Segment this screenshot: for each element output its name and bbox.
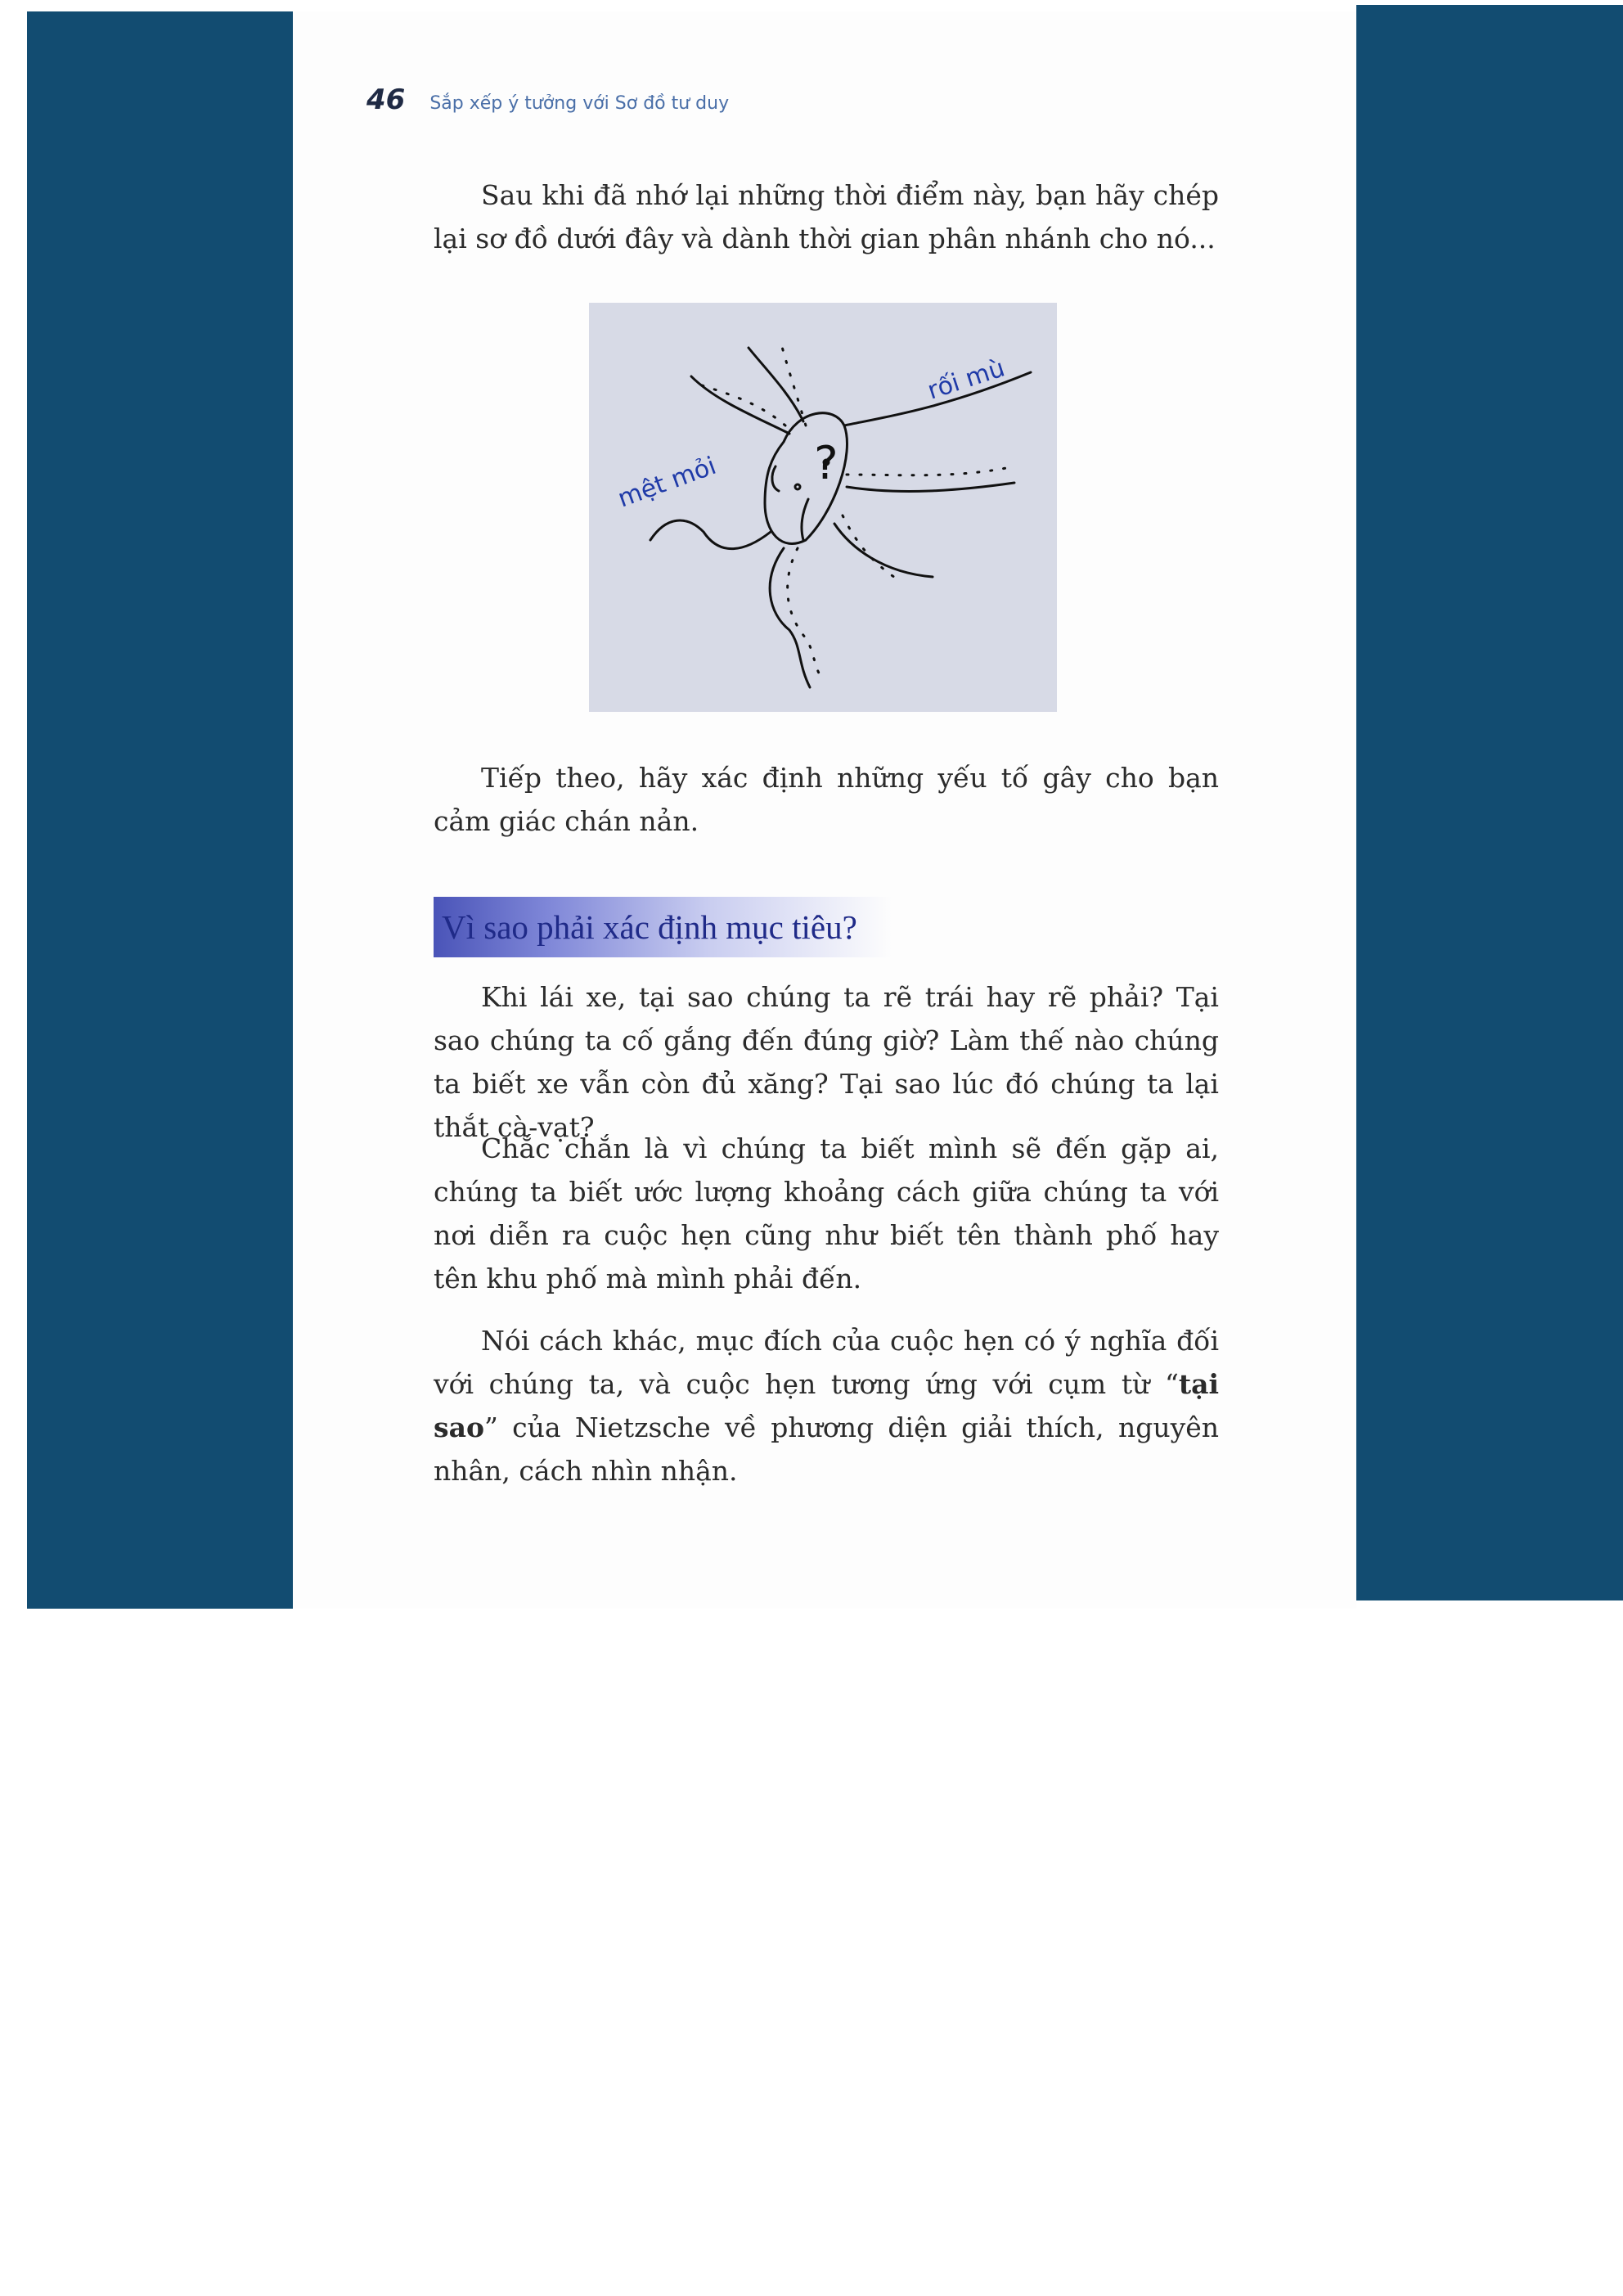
left-dark-band xyxy=(27,11,293,1609)
branch-bottom xyxy=(770,548,810,687)
paragraph-driving-text: Khi lái xe, tại sao chúng ta rẽ trái hay rẽ phải? Tại sao chúng ta cố gắng đến đúng giờ? Làm thế nào chúng ta biết xe vẫn còn đủ xăng? Tại sao lúc đó chúng ta lại thắt cà-vạt? xyxy=(434,981,1219,1143)
paragraph-intro xyxy=(434,173,1219,260)
section-heading xyxy=(434,897,892,957)
mind-map-drawing xyxy=(589,303,1057,712)
paragraph-nietzsche-text-2: ” của Nietzsche về phương diện giải thích, nguyên nhân, cách nhìn nhận. xyxy=(434,1411,1219,1487)
right-dark-band xyxy=(1356,5,1623,1600)
running-head xyxy=(366,83,729,124)
book-page xyxy=(293,11,1356,1609)
paragraph-driving xyxy=(434,975,1219,1149)
branch-right-middle xyxy=(847,483,1014,491)
bold-phrase: tại sao xyxy=(434,1368,1219,1443)
label-top-right: rối mù xyxy=(924,353,1009,406)
paragraph-next-step-text: Tiếp theo, hãy xác định những yếu tố gây cho bạn cảm giác chán nản. xyxy=(434,762,1219,837)
label-left: mệt mỏi xyxy=(614,451,721,514)
branch-top xyxy=(749,348,803,421)
paragraph-next-step xyxy=(434,756,1219,843)
paragraph-nietzsche-text-1: Nói cách khác, mục đích của cuộc hẹn có ý nghĩa đối với chúng ta, và cuộc hẹn tương ứng với cụm từ “ xyxy=(434,1325,1219,1400)
running-title: Sắp xếp ý tưởng với Sơ đồ tư duy xyxy=(429,93,730,114)
branch-upper-left xyxy=(691,376,789,434)
paragraph-reason xyxy=(434,1127,1219,1300)
branch-left xyxy=(650,520,771,549)
face-question-mark: ? xyxy=(814,437,838,490)
page-number: 46 xyxy=(366,83,406,116)
paragraph-reason-text: Chắc chắn là vì chúng ta biết mình sẽ đến gặp ai, chúng ta biết ước lượng khoảng cách giữa chúng ta với nơi diễn ra cuộc hẹn cũng như biết tên thành phố hay tên khu phố mà mình phải đến. xyxy=(434,1132,1219,1294)
paragraph-intro-text: Sau khi đã nhớ lại những thời điểm này, bạn hãy chép lại sơ đồ dưới đây và dành thời gian phân nhánh cho nó... xyxy=(434,179,1219,254)
mind-map-illustration xyxy=(589,303,1057,712)
paragraph-nietzsche xyxy=(434,1319,1219,1492)
section-heading-text: Vì sao phải xác định mục tiêu? xyxy=(442,908,857,946)
